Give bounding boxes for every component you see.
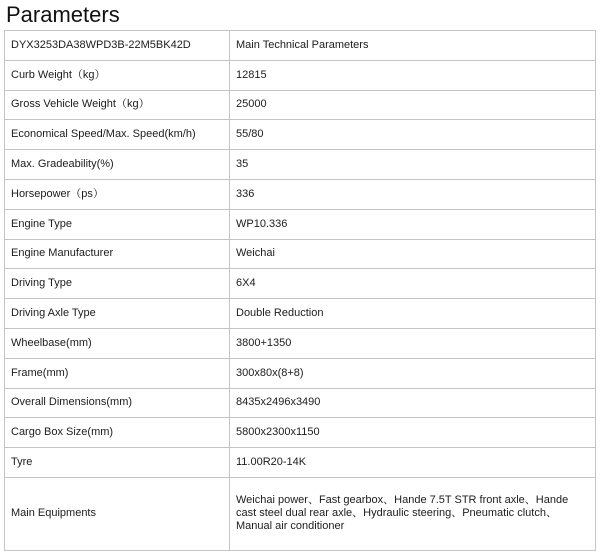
param-label: Main Equipments — [5, 477, 230, 550]
table-row — [5, 269, 596, 299]
table-row — [5, 328, 596, 358]
param-value: 8435x2496x3490 — [230, 388, 596, 418]
param-label: Cargo Box Size(mm) — [5, 418, 230, 448]
param-value: Double Reduction — [230, 299, 596, 329]
table-row — [5, 120, 596, 150]
param-value: 300x80x(8+8) — [230, 358, 596, 388]
table-row — [5, 150, 596, 180]
page-title: Parameters — [6, 2, 120, 27]
param-value: Weichai — [230, 239, 596, 269]
table-row — [5, 209, 596, 239]
param-label: Overall Dimensions(mm) — [5, 388, 230, 418]
table-row — [5, 239, 596, 269]
param-value: WP10.336 — [230, 209, 596, 239]
param-value: 6X4 — [230, 269, 596, 299]
table-row — [5, 60, 596, 90]
table-row — [5, 358, 596, 388]
table-row — [5, 179, 596, 209]
table-row — [5, 299, 596, 329]
param-label: Curb Weight（kg） — [5, 60, 230, 90]
param-label: Economical Speed/Max. Speed(km/h) — [5, 120, 230, 150]
param-label: Driving Axle Type — [5, 299, 230, 329]
param-value: 25000 — [230, 90, 596, 120]
param-label: Engine Type — [5, 209, 230, 239]
param-label: Driving Type — [5, 269, 230, 299]
table-row — [5, 418, 596, 448]
parameters-table — [4, 30, 596, 551]
table-row — [5, 477, 596, 550]
param-value: 3800+1350 — [230, 328, 596, 358]
table-row — [5, 31, 596, 61]
param-value: 11.00R20-14K — [230, 448, 596, 478]
param-label: Frame(mm) — [5, 358, 230, 388]
param-value: 336 — [230, 179, 596, 209]
param-value: 55/80 — [230, 120, 596, 150]
param-value: Main Technical Parameters — [230, 31, 596, 61]
table-row — [5, 448, 596, 478]
param-label: Max. Gradeability(%) — [5, 150, 230, 180]
param-value: 5800x2300x1150 — [230, 418, 596, 448]
param-label: DYX3253DA38WPD3B-22M5BK42D — [5, 31, 230, 61]
table-row — [5, 90, 596, 120]
param-label: Tyre — [5, 448, 230, 478]
param-label: Engine Manufacturer — [5, 239, 230, 269]
param-label: Horsepower（ps） — [5, 179, 230, 209]
param-value: 35 — [230, 150, 596, 180]
param-label: Gross Vehicle Weight（kg） — [5, 90, 230, 120]
param-value: 12815 — [230, 60, 596, 90]
param-value: Weichai power、Fast gearbox、Hande 7.5T STR front axle、Hande cast steel dual rear axle、Hydraulic steering、Pneumatic clutch、Manual air conditioner — [230, 477, 596, 550]
param-label: Wheelbase(mm) — [5, 328, 230, 358]
table-row — [5, 388, 596, 418]
